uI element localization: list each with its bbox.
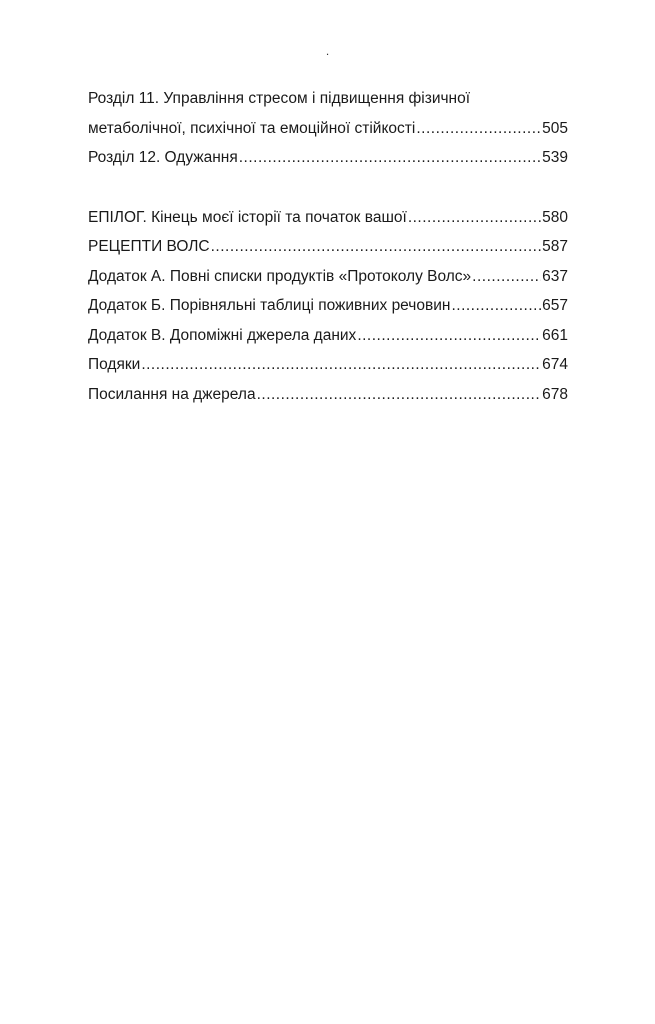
toc-entry-title: Подяки (88, 356, 141, 373)
toc-entry-title-line: Розділ 11. Управління стресом і підвищення фізичної (88, 90, 471, 107)
dot-leader (408, 203, 541, 233)
toc-entry-chapter-11[interactable] (88, 84, 568, 143)
toc-page-number: 637 (542, 267, 568, 285)
toc-entry-title: ЕПІЛОГ. Кінець моєї історії та початок вашої (88, 208, 407, 226)
toc-entry-references[interactable] (88, 380, 568, 410)
toc-entry-leader-line (88, 350, 568, 380)
dot-leader (416, 114, 541, 144)
toc-entry-leader-line (88, 291, 568, 321)
toc-entry-leader-line (88, 262, 568, 292)
toc-entry-title: Додаток Б. Порівняльні таблиці поживних речовин (88, 297, 451, 314)
page-top-mark: . (325, 44, 330, 58)
toc-page-number: 539 (542, 149, 568, 166)
section-spacer (88, 173, 568, 203)
toc-entry-title: метаболічної, психічної та емоційної стійкості (88, 119, 416, 137)
toc-page-number: 674 (542, 356, 568, 373)
toc-page-number: 580 (542, 208, 568, 226)
dot-leader (211, 232, 542, 262)
toc-page-number: 678 (542, 385, 568, 403)
toc-entry-appendix-b[interactable] (88, 291, 568, 321)
toc-entry-title: Розділ 12. Одужання (88, 149, 238, 166)
toc-entry-leader-line (88, 114, 568, 144)
dot-leader (472, 262, 541, 292)
toc-entry-title: Додаток В. Допоміжні джерела даних (88, 326, 357, 344)
toc-entry-leader-line (88, 321, 568, 351)
toc-entry-appendix-c[interactable] (88, 321, 568, 351)
toc-entry-appendix-a[interactable] (88, 262, 568, 292)
toc-entry-leader-line (88, 232, 568, 262)
toc-entry-recipes[interactable] (88, 232, 568, 262)
dot-leader (239, 143, 541, 173)
toc-entry-chapter-12[interactable] (88, 143, 568, 173)
toc-entry-title: Додаток А. Повні списки продуктів «Протоколу Волс» (88, 267, 472, 285)
toc-entry-leader-line (88, 143, 568, 173)
dot-leader (451, 291, 541, 321)
toc-entry-leader-line (88, 380, 568, 410)
table-of-contents (88, 84, 568, 409)
dot-leader (257, 380, 542, 410)
toc-page-number: 657 (542, 297, 568, 314)
dot-leader (141, 350, 541, 380)
toc-entry-epilogue[interactable] (88, 203, 568, 233)
toc-entry-title: РЕЦЕПТИ ВОЛС (88, 238, 210, 255)
dot-leader (357, 321, 541, 351)
toc-entry-leader-line (88, 203, 568, 233)
toc-entry-acknowledgements[interactable] (88, 350, 568, 380)
toc-page-number: 661 (542, 326, 568, 344)
toc-entry-title: Посилання на джерела (88, 385, 256, 403)
toc-page-number: 587 (542, 238, 568, 255)
toc-page-number: 505 (542, 119, 568, 137)
